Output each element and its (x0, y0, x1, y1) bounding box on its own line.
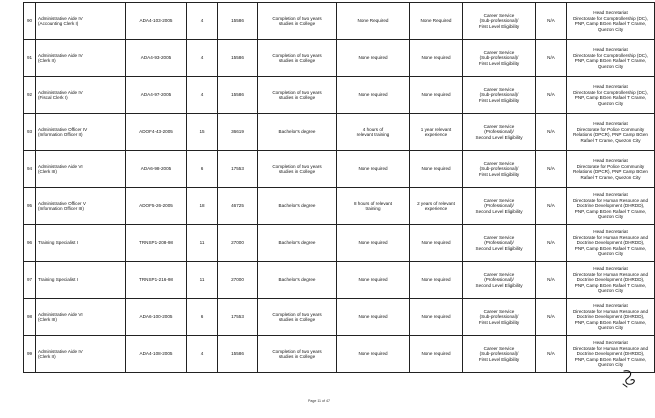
place-of-assignment-line: Doctrine Development (DHRDD), (576, 203, 645, 209)
position-title-cell (36, 299, 126, 336)
eligibility-requirement-line: First Level Eligibility (478, 60, 520, 66)
place-of-assignment-line: Head Secretariat (593, 266, 628, 272)
competency-cell: N/A (536, 40, 567, 77)
training-requirement-cell (337, 262, 410, 299)
eligibility-requirement-line: First Level Eligibility (478, 319, 520, 325)
place-of-assignment-line: Directorate for Comptrollership (DC), (573, 89, 648, 95)
competency-cell: N/A (536, 262, 567, 299)
experience-requirement-cell (410, 151, 463, 188)
place-of-assignment-line: Directorate for Human Resource and (572, 234, 649, 240)
eligibility-requirement-cell (463, 3, 536, 40)
eligibility-requirement-line: Career Service (483, 234, 515, 240)
eligibility-requirement-cell (463, 262, 536, 299)
position-title-cell (36, 151, 126, 188)
training-requirement-line: None required (358, 277, 388, 283)
position-title-line: (Clerk III) (38, 169, 57, 174)
experience-requirement-cell (410, 262, 463, 299)
eligibility-requirement-line: (Sub-professional)/ (479, 92, 519, 98)
education-requirement-line: Bachelor's degree (278, 203, 316, 209)
table-row (24, 262, 655, 299)
training-requirement-cell (337, 77, 410, 114)
place-of-assignment-line: Head Secretariat (593, 84, 628, 89)
training-requirement-cell (337, 40, 410, 77)
salary-grade-cell: 4 (187, 3, 218, 40)
competency-cell: N/A (536, 3, 567, 40)
place-of-assignment-line: Directorate for Human Resource and (572, 345, 649, 351)
place-of-assignment-line: Head Secretariat (593, 121, 628, 126)
education-requirement-cell (258, 77, 337, 114)
eligibility-requirement-line: Second Level Eligibility (475, 245, 523, 251)
training-requirement-line: None required (358, 314, 388, 320)
position-title-line: (Information Officer II) (38, 132, 83, 137)
monthly-salary-cell: 15586 (218, 336, 258, 373)
position-title-line: Administrative Aide IV (38, 348, 83, 354)
place-of-assignment-cell (567, 262, 655, 299)
place-of-assignment-line: Directorate for Human Resource and (572, 197, 649, 203)
education-requirement-cell (258, 225, 337, 262)
training-requirement-cell (337, 188, 410, 225)
place-of-assignment-line: Head Secretariat (593, 303, 628, 309)
eligibility-requirement-line: Career Service (483, 12, 515, 18)
education-requirement-line: Bachelor's degree (278, 240, 316, 246)
monthly-salary-cell: 46725 (218, 188, 258, 225)
table-row (24, 336, 655, 373)
row-number-cell: 96 (24, 225, 36, 262)
monthly-salary-cell: 15586 (218, 3, 258, 40)
education-requirement-line: studies in College (278, 169, 316, 174)
place-of-assignment-line: PNP, Camp BGen Rafael T Crame, (574, 95, 647, 100)
education-requirement-line: Completion of two years (272, 163, 322, 169)
position-title-cell (36, 336, 126, 373)
eligibility-requirement-cell (463, 151, 536, 188)
position-title-line: Administrative Aide VI (38, 311, 83, 317)
place-of-assignment-line: Rafael T Crame, Quezon City (580, 137, 641, 143)
table-row (24, 188, 655, 225)
eligibility-requirement-line: (Sub-professional)/ (479, 18, 519, 24)
place-of-assignment-line: Doctrine Development (DHRDD), (576, 351, 645, 357)
education-requirement-line: Bachelor's degree (278, 277, 316, 283)
place-of-assignment-line: Head Secretariat (593, 229, 628, 235)
plantilla-item-number-cell: TRNSP1-216-98 (126, 262, 187, 299)
training-requirement-line: None required (358, 166, 388, 172)
position-title-line: Administrative Officer IV (38, 126, 88, 132)
education-requirement-cell (258, 151, 337, 188)
place-of-assignment-line: Quezon City (597, 325, 624, 331)
eligibility-requirement-line: Second Level Eligibility (475, 134, 523, 140)
experience-requirement-cell (410, 299, 463, 336)
education-requirement-cell (258, 40, 337, 77)
table-row (24, 299, 655, 336)
row-number-cell: 93 (24, 114, 36, 151)
place-of-assignment-line: Directorate for Comptrollership (DC), (573, 15, 648, 21)
table-row (24, 225, 655, 262)
row-number-cell: 91 (24, 40, 36, 77)
salary-grade-cell: 15 (187, 114, 218, 151)
eligibility-requirement-cell (463, 114, 536, 151)
row-number-cell: 94 (24, 151, 36, 188)
row-number-cell: 95 (24, 188, 36, 225)
place-of-assignment-line: Quezon City (597, 362, 624, 368)
eligibility-requirement-line: Career Service (483, 123, 515, 129)
competency-cell: N/A (536, 114, 567, 151)
vacancy-table-body (24, 3, 655, 373)
position-title-cell (36, 262, 126, 299)
education-requirement-line: Completion of two years (272, 311, 322, 317)
eligibility-requirement-line: (Sub-professional)/ (479, 55, 519, 61)
experience-requirement-line: None required (421, 166, 451, 172)
position-title-line: Administrative Aide IV (38, 15, 83, 21)
place-of-assignment-line: PNP, Camp BGen Rafael T Crame, (574, 58, 647, 63)
place-of-assignment-line: Quezon City (597, 288, 624, 294)
education-requirement-line: Completion of two years (272, 348, 322, 354)
salary-grade-cell: 6 (187, 151, 218, 188)
place-of-assignment-cell (567, 336, 655, 373)
competency-cell: N/A (536, 336, 567, 373)
position-title-line: (Clerk II) (38, 58, 56, 63)
eligibility-requirement-cell (463, 77, 536, 114)
position-title-line: Administrative Officer V (38, 200, 86, 206)
row-number-cell: 90 (24, 3, 36, 40)
handwritten-initial-mark-icon (621, 368, 637, 388)
salary-grade-cell: 11 (187, 225, 218, 262)
experience-requirement-cell (410, 188, 463, 225)
eligibility-requirement-cell (463, 299, 536, 336)
experience-requirement-line: None required (421, 277, 451, 283)
training-requirement-line: None required (358, 351, 388, 357)
position-title-line: Administrative Aide VI (38, 163, 83, 169)
education-requirement-cell (258, 336, 337, 373)
place-of-assignment-line: Directorate for Human Resource and (572, 308, 649, 314)
position-title-line: Administrative Aide IV (38, 52, 83, 58)
experience-requirement-cell (410, 77, 463, 114)
training-requirement-cell (337, 225, 410, 262)
table-row (24, 77, 655, 114)
education-requirement-cell (258, 114, 337, 151)
position-title-line: (Clerk III) (38, 317, 57, 322)
education-requirement-line: studies in College (278, 58, 316, 63)
place-of-assignment-cell (567, 114, 655, 151)
training-requirement-line: training (365, 206, 381, 211)
table-row (24, 114, 655, 151)
plantilla-item-number-cell: ADA4-97-2005 (126, 77, 187, 114)
eligibility-requirement-line: Career Service (483, 86, 515, 92)
eligibility-requirement-cell (463, 336, 536, 373)
eligibility-requirement-cell (463, 225, 536, 262)
experience-requirement-line: None required (421, 240, 451, 246)
eligibility-requirement-line: Career Service (483, 49, 515, 55)
place-of-assignment-line: Relations (DPCR), PNP Camp BGen (573, 169, 648, 174)
experience-requirement-line: None required (421, 92, 451, 98)
plantilla-item-number-cell: ADOF5-26-2005 (126, 188, 187, 225)
salary-grade-cell: 4 (187, 40, 218, 77)
position-title-line: Administrative Aide IV (38, 89, 83, 95)
training-requirement-line: None required (358, 92, 388, 98)
training-requirement-cell (337, 114, 410, 151)
training-requirement-line: None required (358, 240, 388, 246)
place-of-assignment-line: PNP, Camp BGen Rafael T Crame, (574, 208, 647, 214)
experience-requirement-line: None required (421, 55, 451, 61)
training-requirement-line: relevant training (356, 132, 390, 137)
position-title-line: Training Specialist I (38, 240, 78, 246)
education-requirement-line: studies in College (278, 95, 316, 100)
training-requirement-cell (337, 3, 410, 40)
position-title-line: (Accounting Clerk I) (38, 21, 79, 26)
experience-requirement-line: experience (424, 132, 448, 137)
place-of-assignment-line: PNP, Camp BGen Rafael T Crame, (574, 245, 647, 251)
position-title-line: (Clerk II) (38, 354, 56, 359)
eligibility-requirement-cell (463, 40, 536, 77)
row-number-cell: 97 (24, 262, 36, 299)
place-of-assignment-line: Quezon City (597, 63, 624, 69)
experience-requirement-cell (410, 3, 463, 40)
plantilla-item-number-cell: ADA6-98-2005 (126, 151, 187, 188)
education-requirement-cell (258, 262, 337, 299)
salary-grade-cell: 4 (187, 77, 218, 114)
eligibility-requirement-line: Career Service (483, 345, 515, 351)
experience-requirement-line: 1 year relevant (420, 126, 452, 132)
plantilla-item-number-cell: ADOF4-43-2005 (126, 114, 187, 151)
place-of-assignment-cell (567, 151, 655, 188)
eligibility-requirement-line: First Level Eligibility (478, 23, 520, 29)
place-of-assignment-line: Rafael T Crame, Quezon City (580, 174, 641, 180)
row-number-cell: 99 (24, 336, 36, 373)
eligibility-requirement-line: Second Level Eligibility (475, 208, 523, 214)
place-of-assignment-line: PNP, Camp BGen Rafael T Crame, (574, 319, 647, 325)
position-title-cell (36, 3, 126, 40)
salary-grade-cell: 6 (187, 299, 218, 336)
education-requirement-line: Completion of two years (272, 52, 322, 58)
education-requirement-cell (258, 299, 337, 336)
plantilla-item-number-cell: TRNSP1-208-98 (126, 225, 187, 262)
competency-cell: N/A (536, 225, 567, 262)
place-of-assignment-line: Doctrine Development (DHRDD), (576, 277, 645, 283)
position-title-cell (36, 77, 126, 114)
plantilla-item-number-cell: ADA4-93-2005 (126, 40, 187, 77)
experience-requirement-line: 2 years of relevant (417, 200, 455, 206)
place-of-assignment-cell (567, 3, 655, 40)
position-title-cell (36, 188, 126, 225)
training-requirement-line: 8 hours of relevant (353, 200, 393, 206)
position-title-line: (Fiscal Clerk I) (38, 95, 68, 100)
education-requirement-line: Bachelor's degree (278, 129, 316, 135)
vacancy-table (23, 2, 655, 373)
position-title-line: (Information Officer III) (38, 206, 84, 211)
monthly-salary-cell: 15586 (218, 77, 258, 114)
eligibility-requirement-line: (Professional)/ (484, 240, 514, 246)
plantilla-item-number-cell: ADA6-100-2005 (126, 299, 187, 336)
experience-requirement-line: None Required (420, 18, 452, 24)
education-requirement-cell (258, 188, 337, 225)
experience-requirement-line: experience (424, 206, 448, 211)
place-of-assignment-cell (567, 225, 655, 262)
experience-requirement-cell (410, 336, 463, 373)
place-of-assignment-line: Head Secretariat (593, 47, 628, 52)
place-of-assignment-cell (567, 40, 655, 77)
eligibility-requirement-line: Career Service (483, 308, 515, 314)
place-of-assignment-cell (567, 77, 655, 114)
place-of-assignment-line: Head Secretariat (593, 192, 628, 198)
row-number-cell: 98 (24, 299, 36, 336)
eligibility-requirement-line: (Professional)/ (484, 129, 514, 135)
education-requirement-cell (258, 3, 337, 40)
page-number: Page 11 of 47 (307, 399, 331, 403)
monthly-salary-cell: 27000 (218, 262, 258, 299)
place-of-assignment-line: Directorate for Human Resource and (572, 271, 649, 277)
experience-requirement-line: None required (421, 351, 451, 357)
training-requirement-line: 4 hours of (362, 126, 384, 132)
position-title-cell (36, 40, 126, 77)
training-requirement-cell (337, 299, 410, 336)
education-requirement-line: Completion of two years (272, 15, 322, 21)
education-requirement-line: studies in College (278, 317, 316, 322)
eligibility-requirement-line: (Sub-professional)/ (479, 166, 519, 172)
eligibility-requirement-line: First Level Eligibility (478, 356, 520, 362)
competency-cell: N/A (536, 188, 567, 225)
experience-requirement-line: None required (421, 314, 451, 320)
place-of-assignment-line: Head Secretariat (593, 340, 628, 346)
competency-cell: N/A (536, 299, 567, 336)
monthly-salary-cell: 17553 (218, 151, 258, 188)
place-of-assignment-line: Relations (DPCR), PNP Camp BGen (573, 132, 648, 137)
plantilla-item-number-cell: ADA4-103-2005 (126, 3, 187, 40)
salary-grade-cell: 4 (187, 336, 218, 373)
place-of-assignment-line: PNP, Camp BGen Rafael T Crame, (574, 21, 647, 26)
eligibility-requirement-line: (Sub-professional)/ (479, 351, 519, 357)
training-requirement-line: None required (358, 55, 388, 61)
education-requirement-line: Completion of two years (272, 89, 322, 95)
training-requirement-cell (337, 336, 410, 373)
eligibility-requirement-line: (Professional)/ (484, 203, 514, 209)
place-of-assignment-line: Head Secretariat (593, 10, 628, 15)
place-of-assignment-line: Quezon City (597, 100, 624, 106)
experience-requirement-cell (410, 40, 463, 77)
place-of-assignment-line: Directorate for Comptrollership (DC), (573, 52, 648, 58)
row-number-cell: 92 (24, 77, 36, 114)
place-of-assignment-line: Quezon City (597, 214, 624, 220)
place-of-assignment-line: Directorate for Police Community (576, 163, 645, 169)
competency-cell: N/A (536, 151, 567, 188)
monthly-salary-cell: 15586 (218, 40, 258, 77)
salary-grade-cell: 18 (187, 188, 218, 225)
table-row (24, 3, 655, 40)
eligibility-requirement-line: First Level Eligibility (478, 171, 520, 177)
eligibility-requirement-line: Second Level Eligibility (475, 282, 523, 288)
place-of-assignment-line: Quezon City (597, 26, 624, 32)
eligibility-requirement-line: Career Service (483, 197, 515, 203)
place-of-assignment-line: Doctrine Development (DHRDD), (576, 314, 645, 320)
place-of-assignment-line: PNP, Camp BGen Rafael T Crame, (574, 356, 647, 362)
eligibility-requirement-line: (Sub-professional)/ (479, 314, 519, 320)
training-requirement-line: None Required (357, 18, 389, 24)
place-of-assignment-cell (567, 299, 655, 336)
training-requirement-cell (337, 151, 410, 188)
table-row (24, 40, 655, 77)
place-of-assignment-cell (567, 188, 655, 225)
education-requirement-line: studies in College (278, 354, 316, 359)
experience-requirement-cell (410, 114, 463, 151)
place-of-assignment-line: Directorate for Police Community (576, 126, 645, 132)
place-of-assignment-line: Doctrine Development (DHRDD), (576, 240, 645, 246)
table-row (24, 151, 655, 188)
position-title-cell (36, 114, 126, 151)
eligibility-requirement-line: First Level Eligibility (478, 97, 520, 103)
place-of-assignment-line: Quezon City (597, 251, 624, 257)
salary-grade-cell: 11 (187, 262, 218, 299)
monthly-salary-cell: 27000 (218, 225, 258, 262)
position-title-cell (36, 225, 126, 262)
experience-requirement-cell (410, 225, 463, 262)
monthly-salary-cell: 17553 (218, 299, 258, 336)
place-of-assignment-line: Head Secretariat (593, 158, 628, 163)
position-title-line: Training Specialist I (38, 277, 78, 283)
monthly-salary-cell: 36619 (218, 114, 258, 151)
place-of-assignment-line: PNP, Camp BGen Rafael T Crame, (574, 282, 647, 288)
eligibility-requirement-line: Career Service (483, 271, 515, 277)
eligibility-requirement-cell (463, 188, 536, 225)
competency-cell: N/A (536, 77, 567, 114)
eligibility-requirement-line: Career Service (483, 160, 515, 166)
education-requirement-line: studies in College (278, 21, 316, 26)
plantilla-item-number-cell: ADA4-108-2005 (126, 336, 187, 373)
eligibility-requirement-line: (Professional)/ (484, 277, 514, 283)
